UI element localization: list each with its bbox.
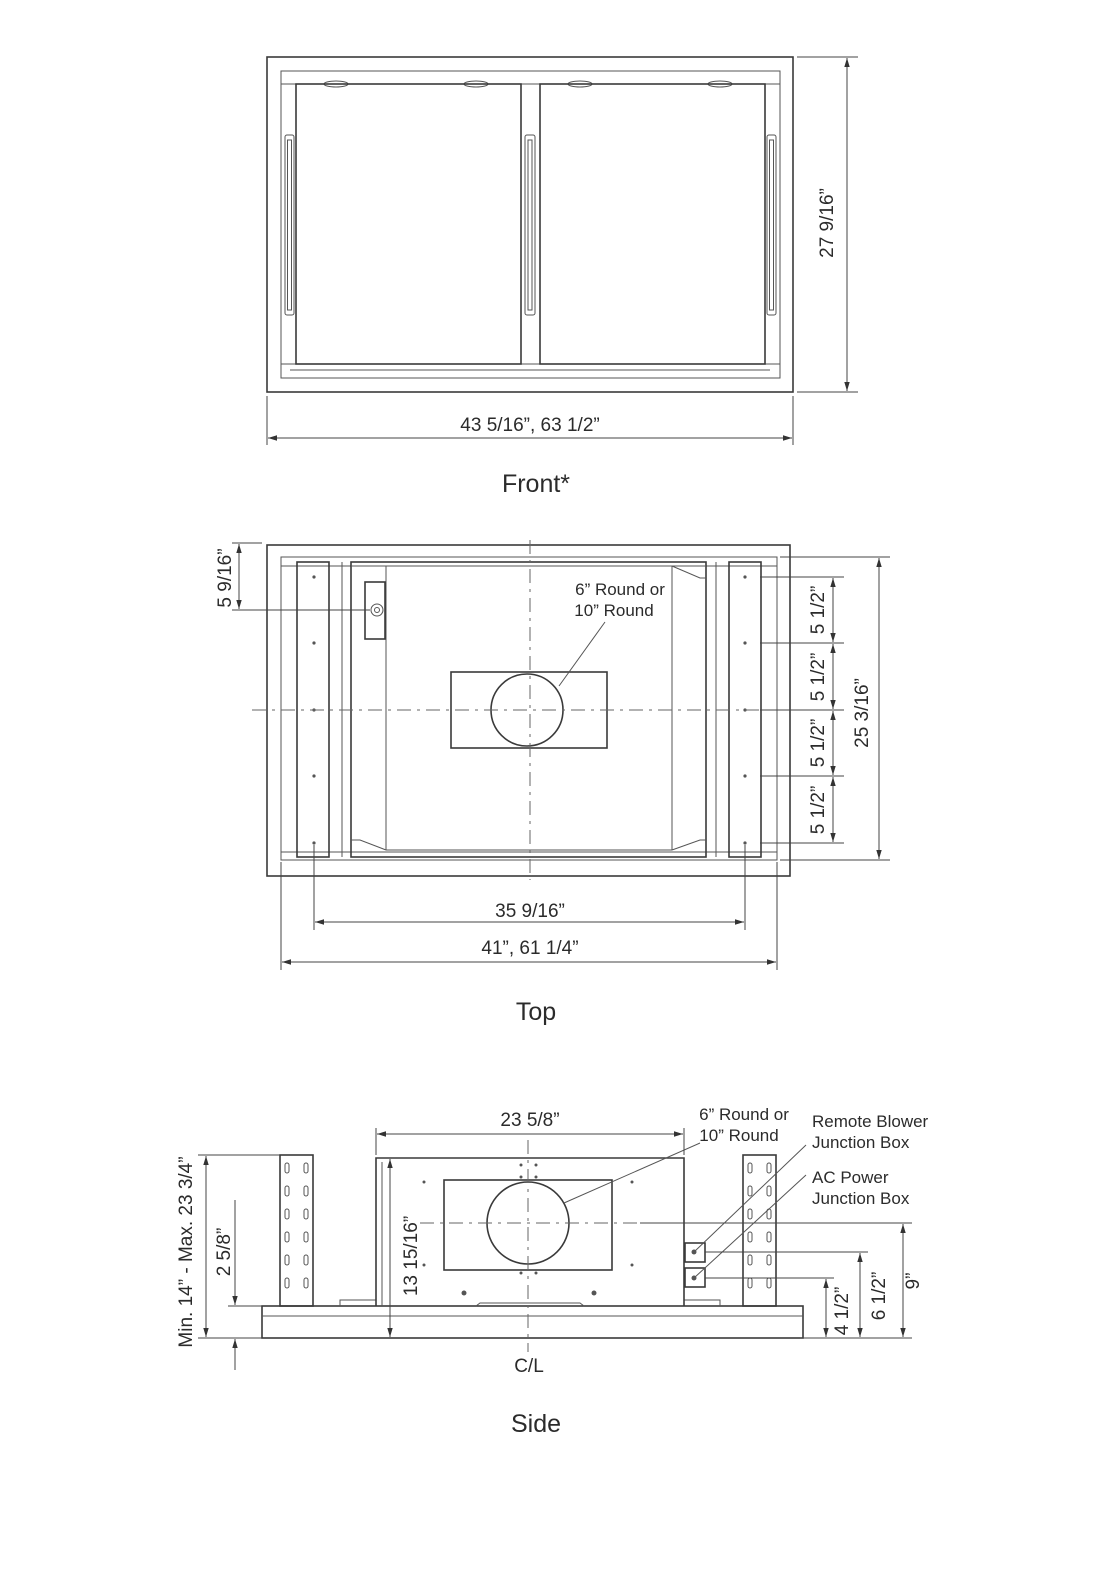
side-min-max-label: Min. 14” - Max. 23 3/4”: [176, 1156, 197, 1348]
top-caption: Top: [515, 998, 557, 1026]
side-left-bracket-slots: [285, 1163, 308, 1288]
top-inner-width-label: 35 9/16”: [495, 901, 565, 922]
front-width-label: 43 5/16”, 63 1/2”: [460, 415, 600, 436]
top-spacing-label-4: 5 1/2”: [808, 785, 829, 835]
front-caption: Front*: [501, 470, 571, 498]
front-right-door: [540, 84, 765, 364]
side-overall-height-label: 9”: [903, 1272, 924, 1290]
side-duct-label-line2: 10” Round: [699, 1126, 779, 1145]
front-left-handle: [285, 135, 294, 315]
top-overall-width-label: 41”, 61 1/4”: [481, 938, 579, 959]
side-blower-height-label: 6 1/2”: [869, 1271, 890, 1321]
side-base-height-label: 2 5/8”: [214, 1227, 235, 1277]
top-spacing-dimensions: [760, 577, 844, 843]
top-depth-label: 25 3/16”: [852, 678, 873, 748]
side-ac-power-line1: AC Power: [812, 1168, 889, 1187]
side-remote-blower-leader: [694, 1145, 806, 1252]
side-duct-leader: [564, 1143, 700, 1203]
top-duct-leader: [559, 622, 605, 686]
front-left-door: [296, 84, 521, 364]
front-view: [267, 57, 858, 498]
side-remote-blower-line2: Junction Box: [812, 1133, 910, 1152]
side-ac-power-line2: Junction Box: [812, 1189, 910, 1208]
top-spacing-label-1: 5 1/2”: [808, 585, 829, 635]
top-duct-label-line2: 10” Round: [574, 601, 654, 620]
side-remote-blower-line1: Remote Blower: [812, 1112, 929, 1131]
top-view: [215, 540, 890, 1026]
side-caption: Side: [510, 1410, 562, 1438]
front-height-label: 27 9/16”: [817, 188, 838, 258]
top-spacing-label-2: 5 1/2”: [808, 652, 829, 702]
side-ac-height-label: 4 1/2”: [832, 1286, 853, 1336]
front-right-handle: [767, 135, 776, 315]
side-centerline-label: C/L: [514, 1356, 544, 1377]
top-inset-label: 5 9/16”: [215, 548, 236, 608]
front-center-handle: [525, 135, 535, 315]
side-housing-height-label: 13 15/16”: [401, 1215, 422, 1297]
front-outer-frame: [267, 57, 793, 392]
top-duct-label-line1: 6” Round or: [575, 580, 665, 599]
side-base-plate: [262, 1306, 803, 1338]
side-view: [176, 1105, 929, 1438]
side-ac-power-leader: [694, 1175, 806, 1278]
front-inner-frame: [281, 71, 780, 378]
top-spacing-label-3: 5 1/2”: [808, 718, 829, 768]
side-duct-label-line1: 6” Round or: [699, 1105, 789, 1124]
top-inner-frame: [281, 557, 777, 860]
side-duct-width-label: 23 5/8”: [500, 1110, 560, 1131]
